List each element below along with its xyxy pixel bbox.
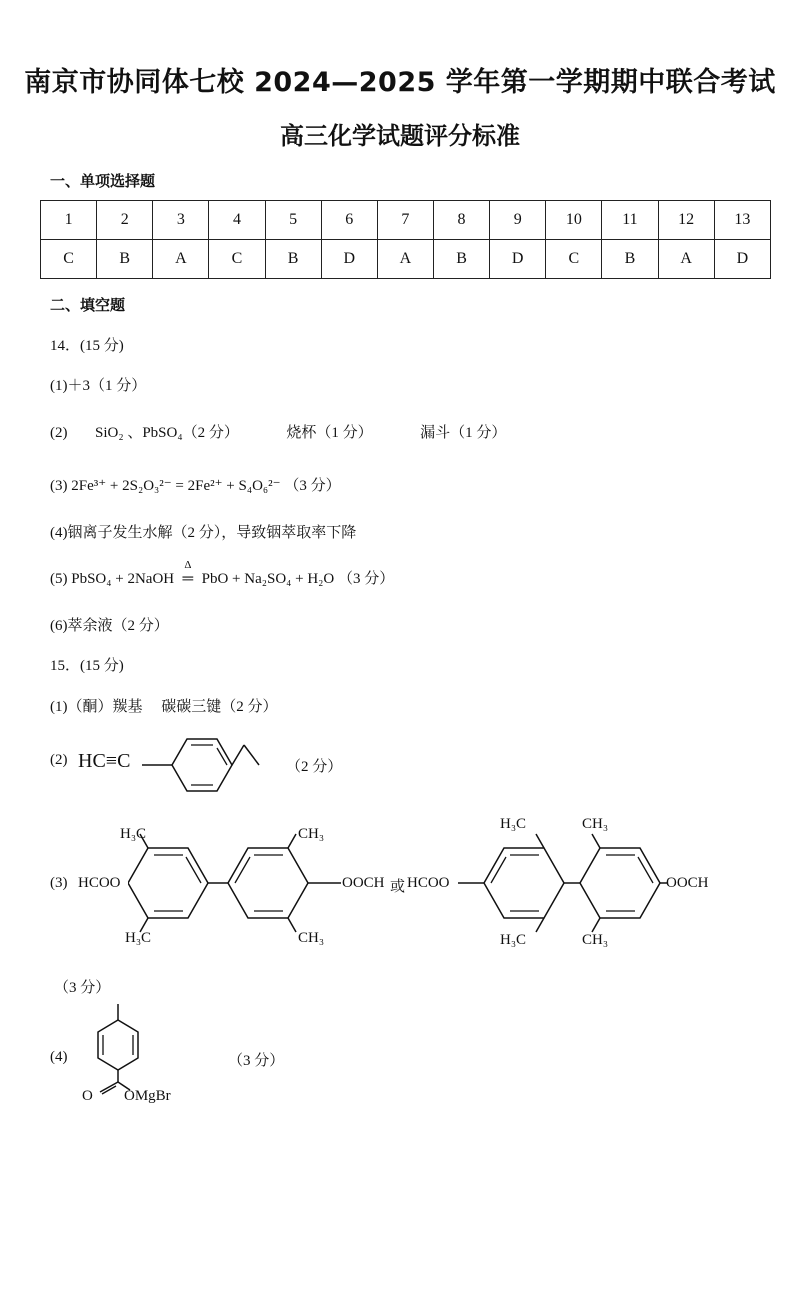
q14-part5 (50, 559, 395, 588)
question-number-cell: 9 (490, 201, 546, 240)
answer-cell: A (658, 240, 714, 279)
question-number-cell: 2 (97, 201, 153, 240)
question-number-cell: 12 (658, 201, 714, 240)
answer-cell: A (153, 240, 209, 279)
q14-part1: (1)＋3（1 分） (50, 378, 147, 394)
q14-part4: (4)铟离子发生水解（2 分），导致铟萃取率下降 (50, 525, 357, 541)
answer-table-number-row (41, 201, 771, 240)
q15-part2-label: (2) (50, 752, 68, 768)
methyl-label: CH₃ (298, 930, 325, 946)
biphenyl-structure-2 (458, 820, 668, 950)
question-number-cell: 6 (321, 201, 377, 240)
section-heading-choice: 一、单项选择题 (50, 172, 156, 190)
q15-part4-label: (4) (50, 1049, 68, 1065)
q14-part3-equation: 2Fe³⁺ + 2S₂O₃²⁻ = 2Fe²⁺ + S₄O₆²⁻ (71, 478, 281, 494)
q14-part5-score: （3 分） (338, 571, 395, 587)
answer-cell: B (265, 240, 321, 279)
q15-part3-or: 或 (390, 879, 406, 895)
methyl-label: H₃C (500, 816, 527, 832)
question-number-cell: 8 (433, 201, 489, 240)
question-number-cell: 4 (209, 201, 265, 240)
q15-part2-score: （2 分） (286, 759, 343, 775)
q15-title: 15．(15 分) (50, 658, 124, 674)
methyl-label: CH₃ (298, 826, 325, 842)
benzoate-structure (78, 1000, 158, 1100)
q14-part5-label: (5) (50, 571, 68, 587)
q15-part3-right-ester-2: OOCH (666, 875, 709, 891)
answer-cell: C (546, 240, 602, 279)
q14-part3-label: (3) (50, 478, 68, 494)
heat-condition: Δ (184, 559, 192, 571)
answer-cell: B (602, 240, 658, 279)
q15-part3-label: (3) (50, 875, 68, 891)
question-number-cell: 5 (265, 201, 321, 240)
methyl-label: H₃C (125, 930, 152, 946)
omgbr-group: OMgBr (124, 1088, 171, 1104)
answer-table-answer-row (41, 240, 771, 279)
q14-part5-products: PbO + Na₂SO₄ + H₂O (201, 571, 335, 587)
q15-part3-score: （3 分） (54, 980, 111, 996)
q14-part2 (50, 421, 506, 442)
answer-cell: C (41, 240, 97, 279)
answer-cell: B (433, 240, 489, 279)
answer-cell: B (97, 240, 153, 279)
question-number-cell: 3 (153, 201, 209, 240)
methyl-label: CH₃ (582, 932, 609, 948)
question-number-cell: 10 (546, 201, 602, 240)
q14-title: 14．(15 分) (50, 338, 124, 354)
methyl-label: CH₃ (582, 816, 609, 832)
q15-part1: (1)（酮）羰基 碳碳三键（2 分） (50, 699, 278, 715)
page-subtitle: 高三化学试题评分标准 (280, 122, 520, 150)
methyl-label: H₃C (500, 932, 527, 948)
q14-part3-score: （3 分） (284, 478, 341, 494)
heat-equals-sign: Δ ═ (178, 571, 198, 588)
q14-part2-beaker: 烧杯（1 分） (286, 425, 373, 441)
answer-cell: D (321, 240, 377, 279)
question-number-cell: 1 (41, 201, 97, 240)
carbonyl-oxygen: O (82, 1088, 93, 1104)
answer-table (40, 200, 771, 279)
q15-part3-left-ester-1: HCOO (78, 875, 121, 891)
answer-cell: D (714, 240, 770, 279)
q14-part2-residue: SiO₂ 、PbSO₄（2 分） (95, 425, 239, 441)
q15-part2-formula: HC≡C (78, 750, 131, 772)
q14-part6: (6)萃余液（2 分） (50, 618, 169, 634)
q15-part3-left-ester-2: HCOO (407, 875, 450, 891)
question-number-cell: 11 (602, 201, 658, 240)
ethylphenyl-structure (140, 735, 290, 795)
q14-part2-funnel: 漏斗（1 分） (420, 425, 507, 441)
section-heading-fill: 二、填空题 (50, 296, 126, 314)
question-number-cell: 13 (714, 201, 770, 240)
q15-part4-score: （3 分） (228, 1053, 285, 1069)
methyl-label: H₃C (120, 826, 147, 842)
page-title: 南京市协同体七校 2024—2025 学年第一学期期中联合考试 (24, 67, 776, 98)
q14-part3 (50, 474, 341, 495)
q15-part3-right-ester-1: OOCH (342, 875, 385, 891)
q14-part5-reactants: PbSO₄ + 2NaOH (71, 571, 175, 587)
answer-cell: C (209, 240, 265, 279)
q14-part2-label: (2) (50, 425, 68, 441)
answer-cell: A (377, 240, 433, 279)
question-number-cell: 7 (377, 201, 433, 240)
answer-cell: D (490, 240, 546, 279)
